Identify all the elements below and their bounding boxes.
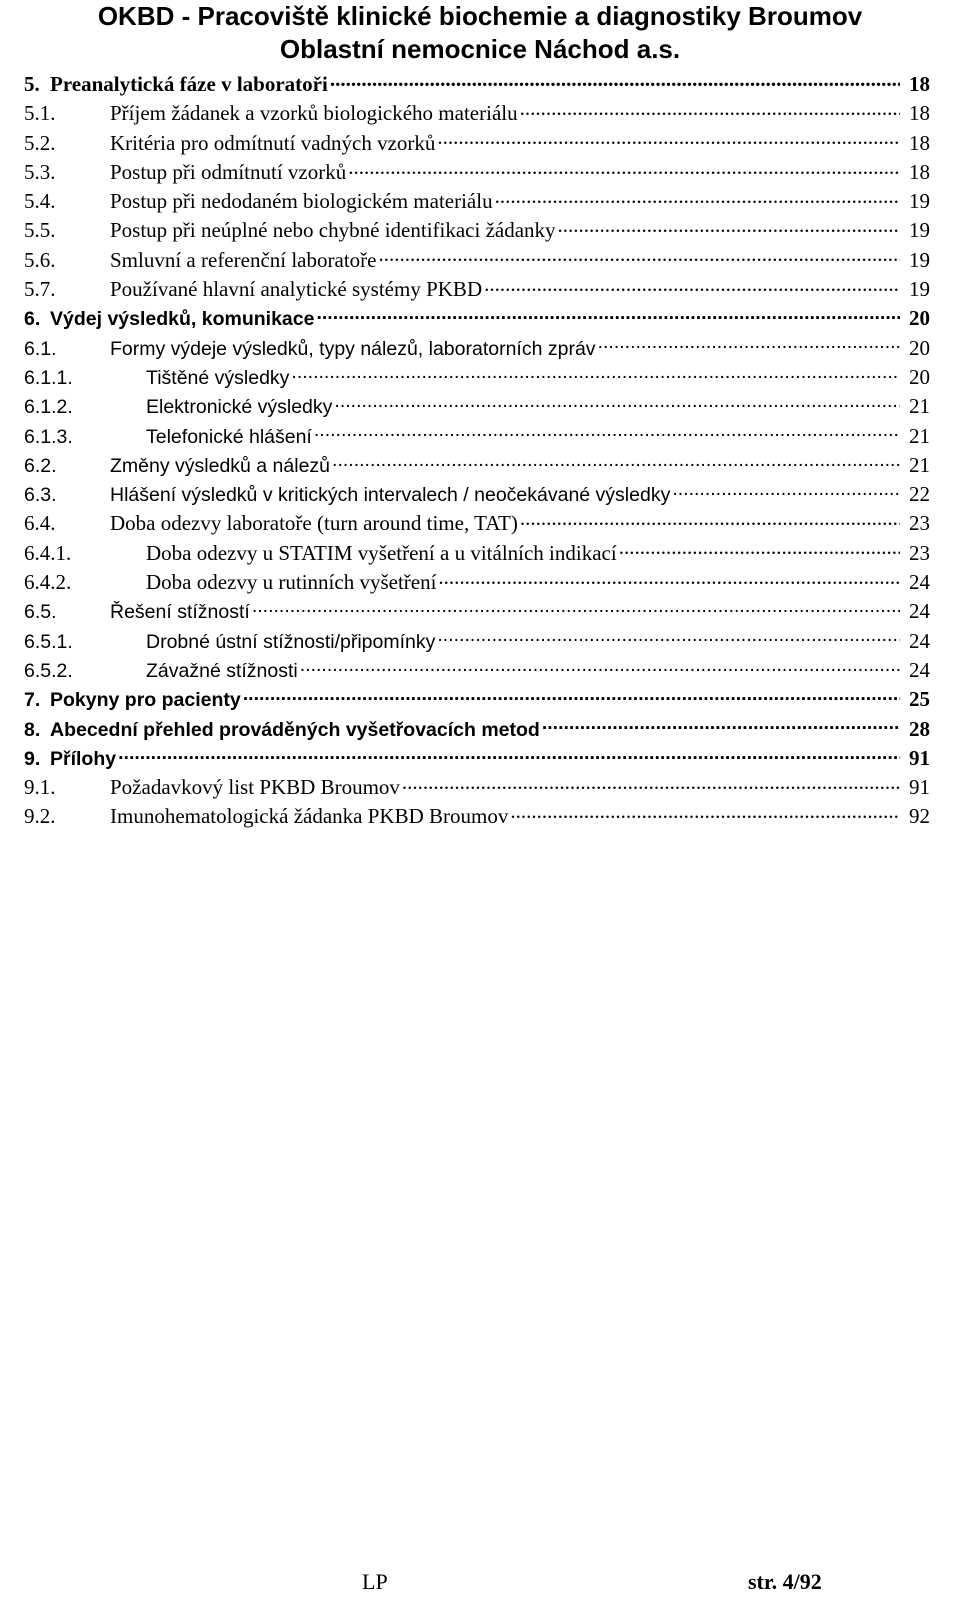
toc-entry-title: Pokyny pro pacienty <box>50 689 241 712</box>
toc-entry-number: 6.5. <box>24 601 57 624</box>
toc-entry-number: 5.7. <box>24 277 56 302</box>
toc-entry[interactable] <box>24 480 960 509</box>
toc-entry-title: Závažné stížnosti <box>146 659 298 682</box>
toc-entry[interactable] <box>24 363 960 392</box>
toc-entry-title: Výdej výsledků, komunikace <box>50 308 315 331</box>
toc-entry-title: Změny výsledků a nálezů <box>110 454 331 477</box>
toc-entry-number: 9.1. <box>24 775 56 800</box>
toc-entry-number: 6.5.1. <box>24 630 73 653</box>
toc-entry[interactable] <box>24 539 960 568</box>
toc-dot-leader <box>672 482 900 502</box>
toc-entry-page: 20 <box>909 306 930 331</box>
toc-entry[interactable] <box>24 685 960 714</box>
toc-entry-page: 24 <box>909 657 930 682</box>
toc-entry-number: 6.4. <box>24 511 56 536</box>
toc-entry-title: Imunohematologická žádanka PKBD Broumov <box>110 804 509 829</box>
toc-dot-leader <box>402 773 900 794</box>
toc-entry[interactable] <box>24 773 960 802</box>
toc-entry-number: 6.4.1. <box>24 540 72 565</box>
toc-entry-page: 25 <box>909 687 930 712</box>
toc-entry[interactable] <box>24 422 960 451</box>
toc-entry-number: 6.4.2. <box>24 570 72 595</box>
toc-dot-leader <box>510 802 900 823</box>
toc-dot-leader <box>378 246 900 267</box>
toc-entry-number: 6.5.2. <box>24 659 73 682</box>
toc-entry-page: 20 <box>909 335 930 360</box>
toc-entry-title: Postup při nedodaném biologickém materiálu <box>110 189 493 214</box>
toc-entry[interactable] <box>24 392 960 421</box>
toc-entry[interactable] <box>24 451 960 480</box>
toc-dot-leader <box>520 99 900 120</box>
toc-entry-number: 6.1.2. <box>24 396 73 419</box>
toc-entry[interactable] <box>24 246 960 275</box>
toc-entry-title: Preanalytická fáze v laboratoři <box>50 72 328 96</box>
toc-entry-page: 24 <box>909 628 930 653</box>
toc-entry-page: 18 <box>909 72 930 96</box>
toc-entry-page: 20 <box>909 364 930 389</box>
toc-entry-title: Abecední přehled prováděných vyšetřovacích metod <box>50 718 540 741</box>
toc-entry[interactable] <box>24 275 960 304</box>
toc-entry-title: Požadavkový list PKBD Broumov <box>110 775 400 800</box>
footer-initials: LP <box>362 1569 388 1594</box>
toc-entry-page: 23 <box>909 511 930 536</box>
toc-entry-title: Doba odezvy u STATIM vyšetření a u vitálních indikací <box>146 540 617 565</box>
toc-entry-page: 21 <box>909 423 930 448</box>
toc-entry[interactable] <box>24 216 960 245</box>
toc-entry-title: Používané hlavní analytické systémy PKBD <box>110 277 483 302</box>
toc-entry-page: 19 <box>909 189 930 214</box>
toc-dot-leader <box>520 509 900 530</box>
toc-entry[interactable] <box>24 715 960 744</box>
toc-entry-number: 7. <box>24 689 41 712</box>
toc-entry-title: Telefonické hlášení <box>146 425 312 448</box>
toc-dot-leader <box>332 452 900 472</box>
page-header <box>0 0 960 66</box>
toc-entry-number: 5.4. <box>24 189 56 214</box>
toc-dot-leader <box>484 275 900 296</box>
page-footer <box>0 1569 960 1599</box>
toc-entry[interactable] <box>24 744 960 773</box>
toc-entry-page: 21 <box>909 452 930 477</box>
toc-dot-leader <box>334 394 900 414</box>
table-of-contents <box>24 70 960 832</box>
toc-entry-page: 21 <box>909 394 930 419</box>
toc-entry-title: Elektronické výsledky <box>146 396 333 419</box>
toc-entry-title: Řešení stížností <box>110 601 250 624</box>
toc-entry-title: Drobné ústní stížnosti/připomínky <box>146 630 436 653</box>
toc-entry-title: Doba odezvy laboratoře (turn around time, TAT) <box>110 511 518 536</box>
toc-dot-leader <box>243 687 900 707</box>
toc-dot-leader <box>542 716 900 736</box>
toc-dot-leader <box>598 335 900 355</box>
header-hospital: Oblastní nemocnice Náchod a.s. <box>279 34 681 64</box>
toc-dot-leader <box>558 216 900 237</box>
toc-entry-page: 22 <box>909 482 930 507</box>
toc-entry[interactable] <box>24 656 960 685</box>
toc-entry-number: 5.3. <box>24 159 56 184</box>
toc-entry-page: 18 <box>909 159 930 184</box>
toc-dot-leader <box>348 158 900 179</box>
toc-entry-page: 18 <box>909 130 930 155</box>
toc-entry-page: 23 <box>909 540 930 565</box>
toc-dot-leader <box>291 364 900 384</box>
toc-entry-number: 6.1.1. <box>24 366 73 389</box>
toc-entry-number: 6. <box>24 308 41 331</box>
toc-dot-leader <box>437 129 900 150</box>
toc-entry[interactable] <box>24 187 960 216</box>
toc-entry[interactable] <box>24 70 960 99</box>
toc-dot-leader <box>316 306 900 326</box>
toc-dot-leader <box>438 568 900 589</box>
toc-entry-title: Kritéria pro odmítnutí vadných vzorků <box>110 130 436 155</box>
toc-entry[interactable] <box>24 568 960 597</box>
toc-entry-page: 19 <box>909 218 930 243</box>
toc-dot-leader <box>118 745 900 765</box>
toc-entry-number: 8. <box>24 718 41 741</box>
toc-dot-leader <box>252 599 900 619</box>
header-organization: OKBD - Pracoviště klinické biochemie a diagnostiky Broumov <box>97 1 863 31</box>
toc-entry[interactable] <box>24 99 960 128</box>
toc-entry[interactable] <box>24 158 960 187</box>
toc-entry-title: Formy výdeje výsledků, typy nálezů, laboratorních zpráv <box>110 337 596 360</box>
toc-entry-title: Přílohy <box>50 747 117 770</box>
toc-entry[interactable] <box>24 304 960 333</box>
toc-entry-page: 92 <box>909 804 930 829</box>
toc-entry-title: Postup při odmítnutí vzorků <box>110 159 347 184</box>
toc-entry-page: 24 <box>909 570 930 595</box>
toc-entry-page: 91 <box>909 745 930 770</box>
toc-entry-page: 28 <box>909 716 930 741</box>
toc-entry-page: 18 <box>909 101 930 126</box>
toc-entry-number: 5.5. <box>24 218 56 243</box>
toc-dot-leader <box>619 539 900 560</box>
toc-entry-title: Příjem žádanek a vzorků biologického materiálu <box>110 101 518 126</box>
toc-entry-title: Postup při neúplné nebo chybné identifikaci žádanky <box>110 218 556 243</box>
toc-entry[interactable] <box>24 597 960 626</box>
toc-entry-number: 6.2. <box>24 454 57 477</box>
toc-entry-title: Tištěné výsledky <box>146 366 290 389</box>
toc-dot-leader <box>300 657 900 677</box>
toc-entry-page: 24 <box>909 599 930 624</box>
footer-page-number: str. 4/92 <box>748 1569 822 1594</box>
toc-entry-number: 5.2. <box>24 130 56 155</box>
toc-entry-page: 19 <box>909 277 930 302</box>
toc-entry-title: Hlášení výsledků v kritických intervalech / neočekávané výsledky <box>110 484 671 507</box>
toc-entry-number: 5.1. <box>24 101 56 126</box>
toc-entry-page: 19 <box>909 247 930 272</box>
toc-entry-number: 5. <box>24 72 40 96</box>
toc-dot-leader <box>314 423 900 443</box>
toc-entry-title: Doba odezvy u rutinních vyšetření <box>146 570 437 595</box>
toc-entry-number: 6.1. <box>24 337 57 360</box>
toc-entry-number: 9. <box>24 747 41 770</box>
toc-entry-number: 5.6. <box>24 247 56 272</box>
toc-entry-page: 91 <box>909 775 930 800</box>
toc-dot-leader <box>437 628 900 648</box>
toc-entry-number: 6.3. <box>24 484 57 507</box>
toc-entry-number: 9.2. <box>24 804 56 829</box>
toc-entry-title: Smluvní a referenční laboratoře <box>110 247 377 272</box>
toc-dot-leader <box>495 187 900 208</box>
toc-entry[interactable] <box>24 627 960 656</box>
toc-entry[interactable] <box>24 509 960 538</box>
toc-dot-leader <box>330 70 900 91</box>
toc-entry[interactable] <box>24 129 960 158</box>
toc-entry[interactable] <box>24 802 960 831</box>
toc-entry[interactable] <box>24 334 960 363</box>
toc-entry-number: 6.1.3. <box>24 425 73 448</box>
